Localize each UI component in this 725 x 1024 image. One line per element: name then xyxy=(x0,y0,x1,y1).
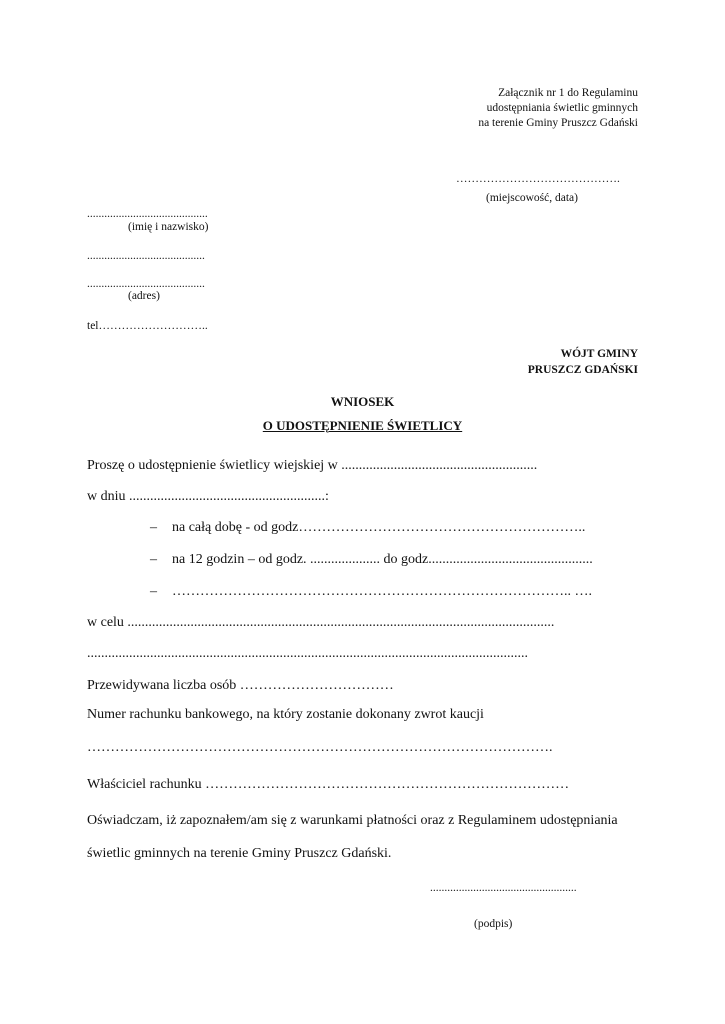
name-label: (imię i nazwisko) xyxy=(128,221,209,233)
persons-count-line[interactable]: Przewidywana liczba osób …………………………… xyxy=(87,678,394,693)
place-date-field[interactable]: ……………………………………. xyxy=(456,173,620,185)
recipient-block xyxy=(528,346,638,378)
option-full-day[interactable]: na całą dobę - od godz…………………………………………………….. xyxy=(172,520,586,535)
attachment-note xyxy=(478,86,638,131)
address-field-2[interactable]: ......................................... xyxy=(87,278,205,290)
bank-account-field[interactable]: ………………………………………………………………………………………. xyxy=(87,740,553,755)
phone-field[interactable]: tel……………………….. xyxy=(87,320,208,332)
name-field[interactable]: .......................................... xyxy=(87,208,208,220)
option-other[interactable]: ………………………………………………………………………….. …. xyxy=(172,584,592,599)
address-label: (adres) xyxy=(128,290,160,302)
purpose-continuation[interactable]: .............................................................................................................................. xyxy=(87,646,528,661)
account-owner-line[interactable]: Właściciel rachunku …………………………………………………………………… xyxy=(87,777,570,792)
recipient-line-2: PRUSZCZ GDAŃSKI xyxy=(527,364,638,376)
attachment-line-1: Załącznik nr 1 do Regulaminu xyxy=(498,87,638,99)
place-date-label: (miejscowość, data) xyxy=(486,192,578,204)
recipient-line-1: WÓJT GMINY xyxy=(560,348,638,360)
date-line[interactable]: w dniu ........................................................: xyxy=(87,489,329,504)
document-subtitle: O UDOSTĘPNIENIE ŚWIETLICY xyxy=(262,418,463,433)
address-field-1[interactable]: ......................................... xyxy=(87,250,205,262)
attachment-line-2: udostępniania świetlic gminnych xyxy=(486,102,638,114)
request-line[interactable]: Proszę o udostępnienie świetlicy wiejskiej w ........................................................ xyxy=(87,458,538,473)
bank-account-label: Numer rachunku bankowego, na który zostanie dokonany zwrot kaucji xyxy=(87,707,484,722)
document-title: WNIOSEK xyxy=(330,394,395,409)
option-3-bullet: – xyxy=(150,584,157,599)
attachment-line-3: na terenie Gminy Pruszcz Gdański xyxy=(478,117,638,129)
signature-label: (podpis) xyxy=(474,918,513,930)
purpose-line[interactable]: w celu .......................................................................................................................... xyxy=(87,615,555,630)
statement-line-2: świetlic gminnych na terenie Gminy Pruszcz Gdański. xyxy=(87,846,392,861)
option-1-bullet: – xyxy=(150,520,157,535)
statement-line-1: Oświadczam, iż zapoznałem/am się z warunkami płatności oraz z Regulaminem udostępniania xyxy=(87,813,618,828)
option-2-bullet: – xyxy=(150,552,157,567)
signature-field[interactable]: ................................................... xyxy=(430,882,577,894)
option-12-hours[interactable]: na 12 godzin – od godz. .................... do godz............................................... xyxy=(172,552,593,567)
